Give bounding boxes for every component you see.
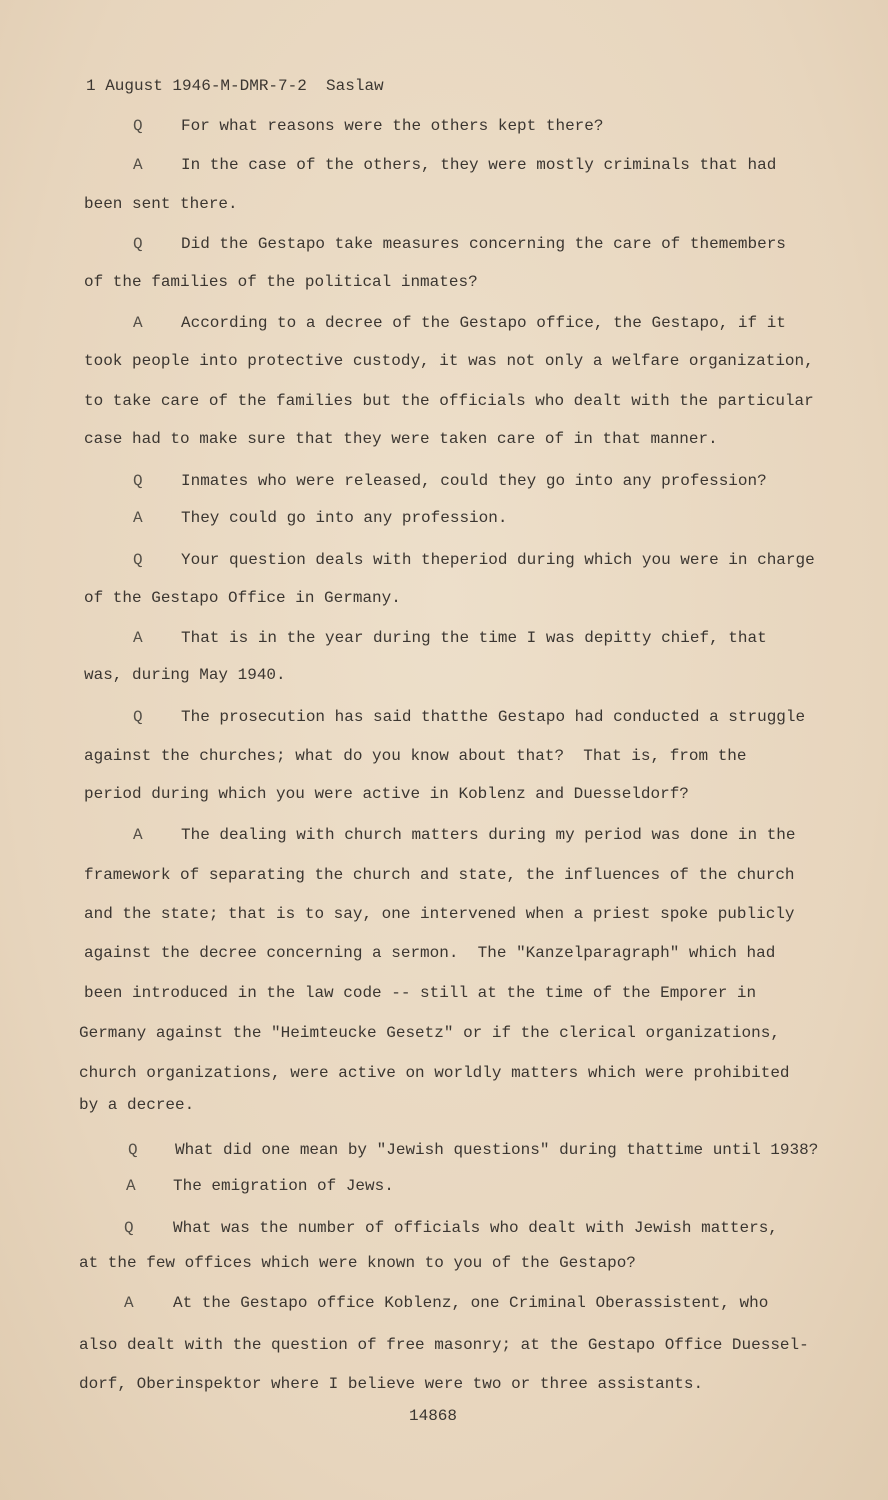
- transcript-line: framework of separating the church and state, the influences of the church: [84, 866, 795, 884]
- transcript-line: That is in the year during the time I was depitty chief, that: [181, 629, 767, 647]
- transcript-line: case had to make sure that they were taken care of in that manner.: [84, 430, 718, 448]
- transcript-line: also dealt with the question of free masonry; at the Gestapo Office Duessel-: [79, 1336, 809, 1354]
- transcript-line: by a decree.: [79, 1096, 195, 1114]
- speaker-label: Q: [133, 551, 143, 569]
- speaker-label: Q: [133, 708, 143, 726]
- speaker-label: Q: [124, 1219, 134, 1237]
- transcript-line: to take care of the families but the officials who dealt with the particular: [84, 392, 814, 410]
- document-header: 1 August 1946-M-DMR-7-2 Saslaw: [86, 77, 384, 95]
- transcript-line: What did one mean by "Jewish questions" during thattime until 1938?: [175, 1141, 819, 1159]
- transcript-line: of the families of the political inmates?: [84, 273, 478, 291]
- speaker-label: Q: [133, 117, 143, 135]
- transcript-line: and the state; that is to say, one intervened when a priest spoke publicly: [84, 905, 795, 923]
- transcript-line: was, during May 1940.: [84, 666, 286, 684]
- transcript-line: been introduced in the law code -- still at the time of the Emporer in: [84, 984, 757, 1002]
- transcript-line: The dealing with church matters during my period was done in the: [181, 826, 796, 844]
- speaker-label: A: [133, 314, 143, 332]
- speaker-label: A: [133, 509, 143, 527]
- transcript-line: of the Gestapo Office in Germany.: [84, 589, 401, 607]
- transcript-line: been sent there.: [84, 195, 238, 213]
- transcript-line: Inmates who were released, could they go into any profession?: [181, 472, 767, 490]
- speaker-label: Q: [133, 235, 143, 253]
- speaker-label: A: [133, 629, 143, 647]
- transcript-line: period during which you were active in Koblenz and Duesseldorf?: [84, 785, 689, 803]
- transcript-line: church organizations, were active on worldly matters which were prohibited: [79, 1064, 790, 1082]
- transcript-line: The prosecution has said thatthe Gestapo had conducted a struggle: [181, 708, 806, 726]
- speaker-label: A: [124, 1294, 134, 1312]
- speaker-label: A: [133, 826, 143, 844]
- transcript-line: Germany against the "Heimteucke Gesetz" or if the clerical organizations,: [79, 1024, 780, 1042]
- transcript-line: At the Gestapo office Koblenz, one Criminal Oberassistent, who: [173, 1294, 769, 1312]
- transcript-line: at the few offices which were known to you of the Gestapo?: [79, 1254, 636, 1272]
- speaker-label: A: [133, 156, 143, 174]
- transcript-line: The emigration of Jews.: [173, 1177, 394, 1195]
- transcript-line: against the decree concerning a sermon. The "Kanzelparagraph" which had: [84, 944, 776, 962]
- speaker-label: A: [126, 1177, 136, 1195]
- transcript-line: In the case of the others, they were mostly criminals that had: [181, 156, 777, 174]
- speaker-label: Q: [128, 1141, 138, 1159]
- transcript-line: They could go into any profession.: [181, 509, 508, 527]
- transcript-line: For what reasons were the others kept there?: [181, 117, 604, 135]
- transcript-line: against the churches; what do you know about that? That is, from the: [84, 747, 747, 765]
- speaker-label: Q: [133, 472, 143, 490]
- page-number: 14868: [409, 1407, 458, 1425]
- transcript-line: dorf, Oberinspektor where I believe were two or three assistants.: [79, 1375, 704, 1393]
- transcript-line: took people into protective custody, it was not only a welfare organization,: [84, 352, 814, 370]
- transcript-line: Did the Gestapo take measures concerning the care of themembers: [181, 235, 786, 253]
- transcript-line: What was the number of officials who dealt with Jewish matters,: [173, 1219, 778, 1237]
- transcript-line: Your question deals with theperiod during which you were in charge: [181, 551, 815, 569]
- transcript-line: According to a decree of the Gestapo office, the Gestapo, if it: [181, 314, 786, 332]
